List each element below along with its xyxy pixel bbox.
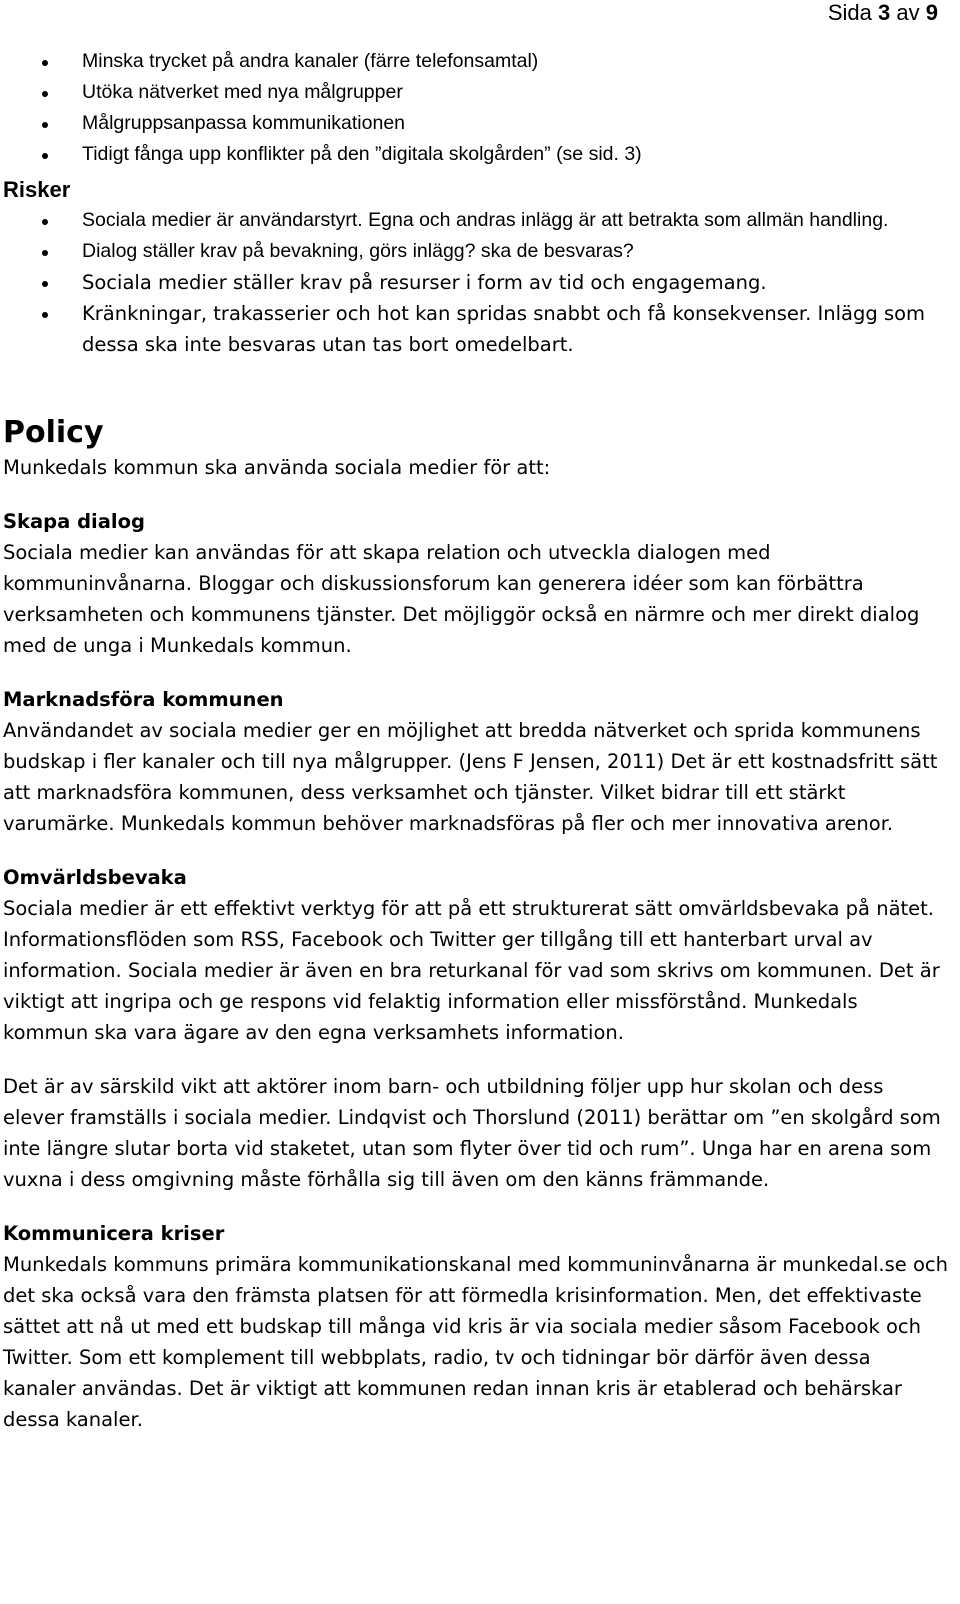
list-item: Dialog ställer krav på bevakning, görs inlägg? ska de besvaras? <box>3 236 948 267</box>
list-item: Sociala medier ställer krav på resurser i form av tid och engagemang. <box>3 267 948 298</box>
policy-heading: Policy <box>3 415 104 450</box>
section-heading-omvarldsbevaka: Omvärldsbevaka <box>3 866 187 889</box>
risker-heading: Risker <box>3 177 71 202</box>
section-paragraph: Sociala medier är ett effektivt verktyg för att på ett strukturerat sätt omvärldsbevaka på nätet. Informationsflöden som RSS, Facebook och Twitter ger tillgång till ett hanterbart urval av information. Sociala medier är även en bra returkanal för vad som skrivs om kommunen. Det är viktigt att ingripa och ge respons vid felaktig information eller missförstånd. Munkedals kommun ska vara ägare av den egna verksamhets information. <box>3 897 940 1044</box>
page-total: 9 <box>925 0 938 25</box>
section-paragraph: Det är av särskild vikt att aktörer inom barn- och utbildning följer upp hur skolan och dess elever framställs i sociala medier. Lindqvist och Thorslund (2011) berättar om ”en skolgård som inte längre slutar borta vid staketet, utan som flyter över tid och rum”. Unga har en arena som vuxna i dess omgivning måste förhålla sig till även om den känns främmande. <box>3 1075 941 1191</box>
goals-list <box>3 46 948 170</box>
document-body <box>3 46 948 1435</box>
list-item: Tidigt fånga upp konflikter på den ”digitala skolgården” (se sid. 3) <box>3 139 948 170</box>
section-paragraph: Användandet av sociala medier ger en möjlighet att bredda nätverket och sprida kommunens budskap i fler kanaler och till nya målgrupper. (Jens F Jensen, 2011) Det är ett kostnadsfritt sätt att marknadsföra kommunen, dess verksamhet och tjänster. Vilket bidrar till ett stärkt varumärke. Munkedals kommun behöver marknadsföras på fler och mer innovativa arenor. <box>3 719 938 835</box>
section-heading-kommunicera-kriser: Kommunicera kriser <box>3 1222 225 1245</box>
section-paragraph: Sociala medier kan användas för att skapa relation och utveckla dialogen med kommuninvånarna. Bloggar och diskussionsforum kan generera idéer som kan förbättra verksamheten och kommunens tjänster. Det möjliggör också en närmre och mer direkt dialog med de unga i Munkedals kommun. <box>3 541 920 657</box>
page-number <box>828 0 938 26</box>
page-sep: av <box>896 0 920 25</box>
list-item: Sociala medier är användarstyrt. Egna och andras inlägg är att betrakta som allmän handling. <box>3 205 948 236</box>
list-item: Kränkningar, trakasserier och hot kan spridas snabbt och få konsekvenser. Inlägg som dessa ska inte besvaras utan tas bort omedelbart. <box>3 298 948 360</box>
list-item: Målgruppsanpassa kommunikationen <box>3 108 948 139</box>
section-heading-skapa-dialog: Skapa dialog <box>3 510 145 533</box>
page-current: 3 <box>878 0 891 25</box>
list-item: Minska trycket på andra kanaler (färre telefonsamtal) <box>3 46 948 77</box>
section-paragraph: Munkedals kommuns primära kommunikationskanal med kommuninvånarna är munkedal.se och det ska också vara den främsta platsen för att förmedla krisinformation. Men, det effektivaste sättet att nå ut med ett budskap till många vid kris är via sociala medier såsom Facebook och Twitter. Som ett komplement till webbplats, radio, tv och tidningar bör därför även dessa kanaler användas. Det är viktigt att kommunen redan innan kris är etablerad och behärskar dessa kanaler. <box>3 1253 948 1431</box>
section-heading-marknadsfora: Marknadsföra kommunen <box>3 688 284 711</box>
list-item: Utöka nätverket med nya målgrupper <box>3 77 948 108</box>
policy-intro: Munkedals kommun ska använda sociala medier för att: <box>3 456 551 479</box>
page-prefix: Sida <box>827 0 872 25</box>
risker-list <box>3 205 948 360</box>
